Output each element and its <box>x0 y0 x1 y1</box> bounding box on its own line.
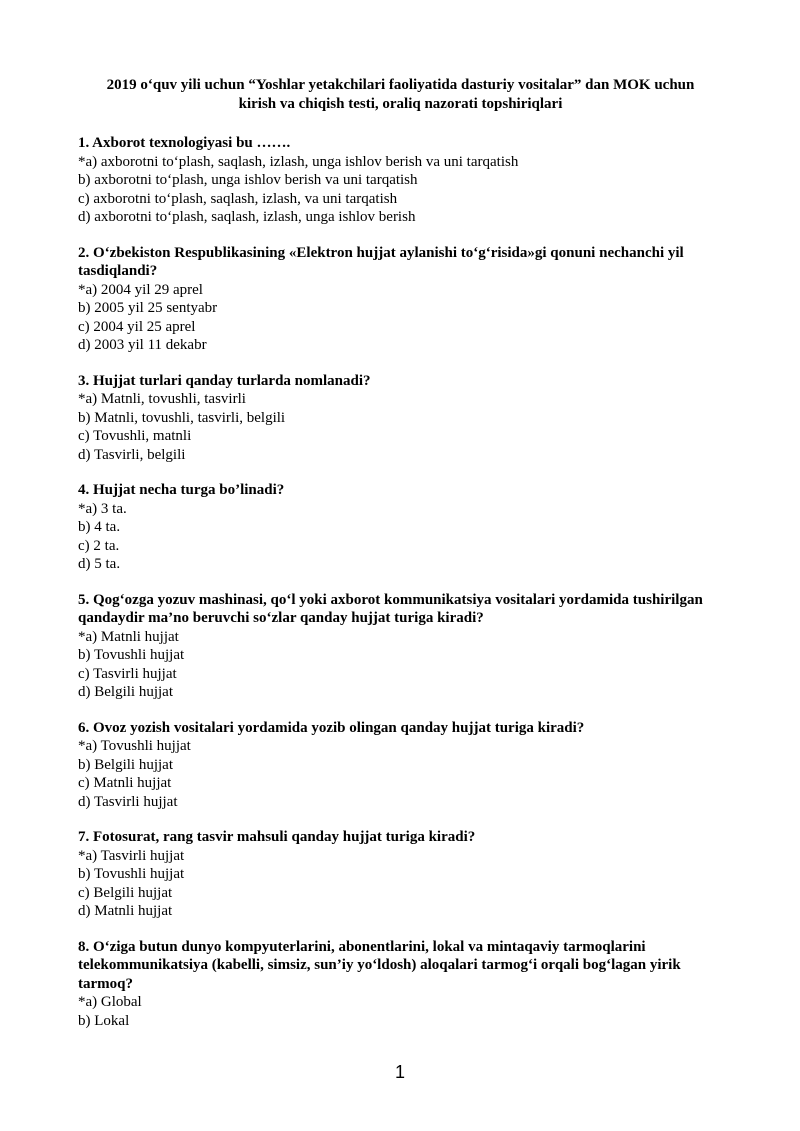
document-title <box>78 76 723 114</box>
answer-option-a: *a) Matnli hujjat <box>78 628 179 645</box>
answer-options <box>78 847 723 921</box>
question-text: 4. Hujjat necha turga bo’linadi? <box>78 482 285 498</box>
answer-option-d: d) 5 ta. <box>78 556 121 572</box>
question-8 <box>78 938 723 1031</box>
page-number: 1 <box>394 1062 405 1082</box>
question-text: 3. Hujjat turlari qanday turlarda nomlanadi? <box>78 372 371 389</box>
document-page <box>78 76 723 1047</box>
answer-options <box>78 993 723 1030</box>
answer-option-c: c) Belgili hujjat <box>78 884 173 901</box>
answer-option-b: b) Belgili hujjat <box>78 756 173 773</box>
answer-options <box>78 500 723 574</box>
question-text: 2. O‘zbekiston Respublikasining «Elektron hujjat aylanishi to‘g‘risida»gi qonuni nechanchi yil tasdiqlandi? <box>78 244 684 279</box>
answer-option-d: d) 2003 yil 11 dekabr <box>78 337 207 353</box>
answer-option-d: d) Matnli hujjat <box>78 903 173 919</box>
answer-option-b: b) Matnli, tovushli, tasvirli, belgili <box>78 409 286 426</box>
question-1 <box>78 134 723 227</box>
answer-option-b: b) Tovushli hujjat <box>78 866 185 882</box>
question-text: 5. Qog‘ozga yozuv mashinasi, qo‘l yoki axborot kommunikatsiya vositalari yordamida tushirilgan qandaydir ma’no beruvchi so‘zlar qanday hujjat turiga kiradi? <box>78 591 703 626</box>
answer-option-a: *a) Tovushli hujjat <box>78 738 191 754</box>
answer-options <box>78 281 723 355</box>
question-text: 6. Ovoz yozish vositalari yordamida yozib olingan qanday hujjat turiga kiradi? <box>78 719 585 736</box>
document-title-line-2: kirish va chiqish testi, oraliq nazorati topshiriqlari <box>238 96 563 112</box>
answer-option-b: b) Lokal <box>78 1012 130 1029</box>
answer-option-d: d) Tasvirli, belgili <box>78 446 186 463</box>
answer-option-d: d) axborotni to‘plash, saqlash, izlash, unga ishlov berish <box>78 209 416 225</box>
question-3 <box>78 372 723 465</box>
answer-option-c: c) axborotni to‘plash, saqlash, izlash, va uni tarqatish <box>78 190 398 207</box>
question-2 <box>78 244 723 355</box>
answer-option-a: *a) Tasvirli hujjat <box>78 847 185 864</box>
answer-option-b: b) Tovushli hujjat <box>78 647 185 663</box>
answer-options <box>78 628 723 702</box>
answer-option-a: *a) 3 ta. <box>78 500 127 517</box>
answer-option-d: d) Belgili hujjat <box>78 684 173 700</box>
document-title-line-1: 2019 o‘quv yili uchun “Yoshlar yetakchilari faoliyatida dasturiy vositalar” dan MOK uchun <box>106 77 695 93</box>
answer-option-b: b) 2005 yil 25 sentyabr <box>78 300 218 316</box>
answer-option-b: b) axborotni to‘plash, unga ishlov berish va uni tarqatish <box>78 172 418 188</box>
answer-option-c: c) 2 ta. <box>78 537 120 554</box>
question-text: 7. Fotosurat, rang tasvir mahsuli qanday hujjat turiga kiradi? <box>78 829 476 845</box>
answer-options <box>78 737 723 811</box>
question-5 <box>78 591 723 702</box>
answer-option-c: c) Tasvirli hujjat <box>78 665 177 682</box>
answer-option-c: c) 2004 yil 25 aprel <box>78 318 196 335</box>
answer-option-b: b) 4 ta. <box>78 519 121 535</box>
question-text: 1. Axborot texnologiyasi bu ……. <box>78 135 291 151</box>
question-6 <box>78 719 723 812</box>
answer-option-a: *a) axborotni to‘plash, saqlash, izlash, unga ishlov berish va uni tarqatish <box>78 153 519 170</box>
question-7 <box>78 828 723 921</box>
answer-options <box>78 153 723 227</box>
answer-option-a: *a) Matnli, tovushli, tasvirli <box>78 391 246 407</box>
answer-option-a: *a) Global <box>78 994 142 1010</box>
answer-option-a: *a) 2004 yil 29 aprel <box>78 281 203 298</box>
answer-option-d: d) Tasvirli hujjat <box>78 793 178 810</box>
question-4 <box>78 481 723 574</box>
question-text: 8. O‘ziga butun dunyo kompyuterlarini, abonentlarini, lokal va mintaqaviy tarmoqlarini telekommunikatsiya (kabelli, simsiz, sun’iy yo‘ldosh) aloqalari tarmog‘i orqali bog‘lagan yirik tarmoq? <box>78 938 681 992</box>
answer-option-c: c) Matnli hujjat <box>78 775 172 791</box>
answer-option-c: c) Tovushli, matnli <box>78 428 192 444</box>
answer-options <box>78 390 723 464</box>
